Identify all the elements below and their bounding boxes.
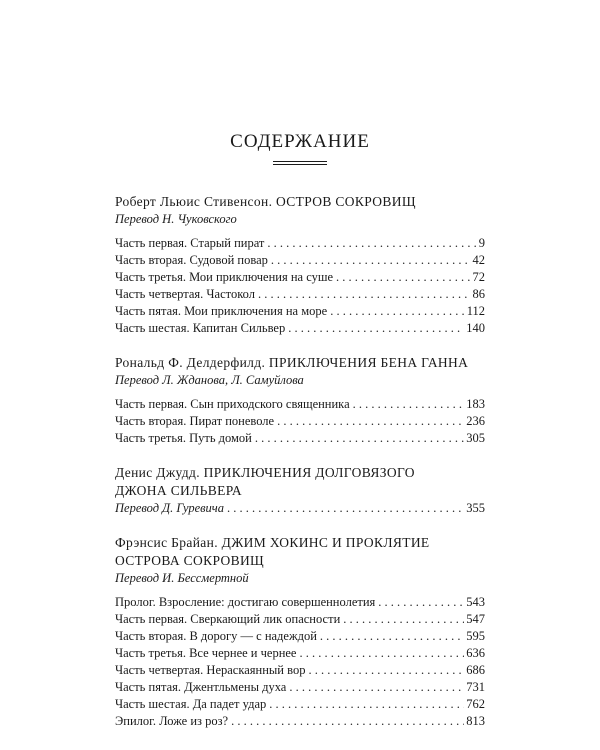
entry-label: Часть четвертая. Нераскаянный вор — [115, 663, 306, 677]
toc-entry[interactable] — [115, 303, 485, 320]
dot-leader — [330, 303, 465, 320]
dot-leader — [258, 286, 471, 303]
entry-label: Часть первая. Сверкающий лик опасности — [115, 612, 341, 626]
entry-page-number: 813 — [466, 714, 485, 728]
entry-page-number: 236 — [466, 414, 485, 428]
dot-leader — [336, 269, 470, 286]
entry-page-number: 595 — [466, 629, 485, 643]
dot-leader — [255, 430, 464, 447]
entry-label: Часть четвертая. Частокол — [115, 287, 255, 301]
toc-section-judd — [115, 464, 485, 517]
dot-leader — [353, 396, 465, 413]
toc-entry[interactable] — [115, 713, 485, 730]
dot-leader — [343, 611, 464, 628]
entry-page-number: 547 — [466, 612, 485, 626]
dot-leader — [227, 500, 464, 517]
entry-page-number: 183 — [466, 397, 485, 411]
toc-entry[interactable] — [115, 269, 485, 286]
entry-page-number: 355 — [466, 501, 485, 515]
translator-credit: Перевод Д. Гуревича — [115, 501, 225, 515]
translator-credit-entry[interactable] — [115, 500, 485, 517]
dot-leader — [299, 645, 464, 662]
title-underline-bottom — [273, 164, 327, 165]
toc-entry[interactable] — [115, 396, 485, 413]
entry-page-number: 762 — [466, 697, 485, 711]
section-heading-continued: ДЖОНА СИЛЬВЕРА — [115, 483, 242, 498]
toc-section-delderfield — [115, 354, 485, 447]
section-heading: Фрэнсис Брайан. ДЖИМ ХОКИНС И ПРОКЛЯТИЕ — [115, 535, 430, 550]
entry-page-number: 636 — [466, 646, 485, 660]
toc-entry[interactable] — [115, 611, 485, 628]
entry-label: Часть вторая. Пират поневоле — [115, 414, 275, 428]
title-underline-top — [273, 161, 327, 162]
entry-page-number: 731 — [466, 680, 485, 694]
entry-label: Часть вторая. Судовой повар — [115, 253, 268, 267]
page-title: СОДЕРЖАНИЕ — [230, 131, 370, 152]
toc-entry[interactable] — [115, 628, 485, 645]
toc-entry[interactable] — [115, 235, 485, 252]
dot-leader — [267, 235, 476, 252]
entry-label: Часть пятая. Мои приключения на море — [115, 304, 328, 318]
translator-credit: Перевод Н. Чуковского — [115, 212, 237, 226]
toc-entry[interactable] — [115, 320, 485, 337]
section-heading: Рональд Ф. Делдерфилд. ПРИКЛЮЧЕНИЯ БЕНА ГАННА — [115, 355, 469, 370]
entry-label: Часть шестая. Капитан Сильвер — [115, 321, 286, 335]
section-heading-continued: ОСТРОВА СОКРОВИЩ — [115, 553, 265, 568]
dot-leader — [269, 696, 464, 713]
entry-page-number: 305 — [466, 431, 485, 445]
dot-leader — [308, 662, 464, 679]
toc-section-stevenson — [115, 193, 485, 337]
entry-page-number: 543 — [466, 595, 485, 609]
toc-entry[interactable] — [115, 413, 485, 430]
table-of-contents — [115, 193, 485, 747]
entry-label: Эпилог. Ложе из роз? — [115, 714, 229, 728]
entry-label: Часть третья. Мои приключения на суше — [115, 270, 334, 284]
toc-entry[interactable] — [115, 679, 485, 696]
entry-page-number: 686 — [466, 663, 485, 677]
entry-label: Часть третья. Все чернее и чернее — [115, 646, 297, 660]
section-heading: Роберт Льюис Стивенсон. ОСТРОВ СОКРОВИЩ — [115, 194, 416, 209]
dot-leader — [277, 413, 464, 430]
section-heading: Денис Джудд. ПРИКЛЮЧЕНИЯ ДОЛГОВЯЗОГО — [115, 465, 415, 480]
entry-label: Часть пятая. Джентльмены духа — [115, 680, 287, 694]
dot-leader — [320, 628, 464, 645]
entry-page-number: 86 — [472, 287, 485, 301]
toc-entry[interactable] — [115, 252, 485, 269]
toc-entry[interactable] — [115, 645, 485, 662]
translator-credit: Перевод Л. Жданова, Л. Самуйлова — [115, 373, 304, 387]
entry-page-number: 42 — [472, 253, 485, 267]
toc-section-bryan — [115, 534, 485, 730]
toc-entry[interactable] — [115, 696, 485, 713]
entry-page-number: 140 — [466, 321, 485, 335]
translator-credit: Перевод И. Бессмертной — [115, 571, 249, 585]
entry-label: Часть шестая. Да падет удар — [115, 697, 267, 711]
toc-entry[interactable] — [115, 286, 485, 303]
toc-entry[interactable] — [115, 430, 485, 447]
dot-leader — [288, 320, 464, 337]
dot-leader — [378, 594, 464, 611]
dot-leader — [231, 713, 464, 730]
toc-entry[interactable] — [115, 594, 485, 611]
entry-label: Пролог. Взросление: достигаю совершеннолетия — [115, 595, 376, 609]
entry-label: Часть вторая. В дорогу — с надеждой — [115, 629, 317, 643]
toc-entry[interactable] — [115, 662, 485, 679]
entry-page-number: 9 — [478, 236, 485, 250]
entry-label: Часть третья. Путь домой — [115, 431, 252, 445]
dot-leader — [271, 252, 471, 269]
entry-label: Часть первая. Сын приходского священника — [115, 397, 350, 411]
entry-label: Часть первая. Старый пират — [115, 236, 265, 250]
entry-page-number: 112 — [466, 304, 485, 318]
entry-page-number: 72 — [472, 270, 485, 284]
dot-leader — [289, 679, 464, 696]
